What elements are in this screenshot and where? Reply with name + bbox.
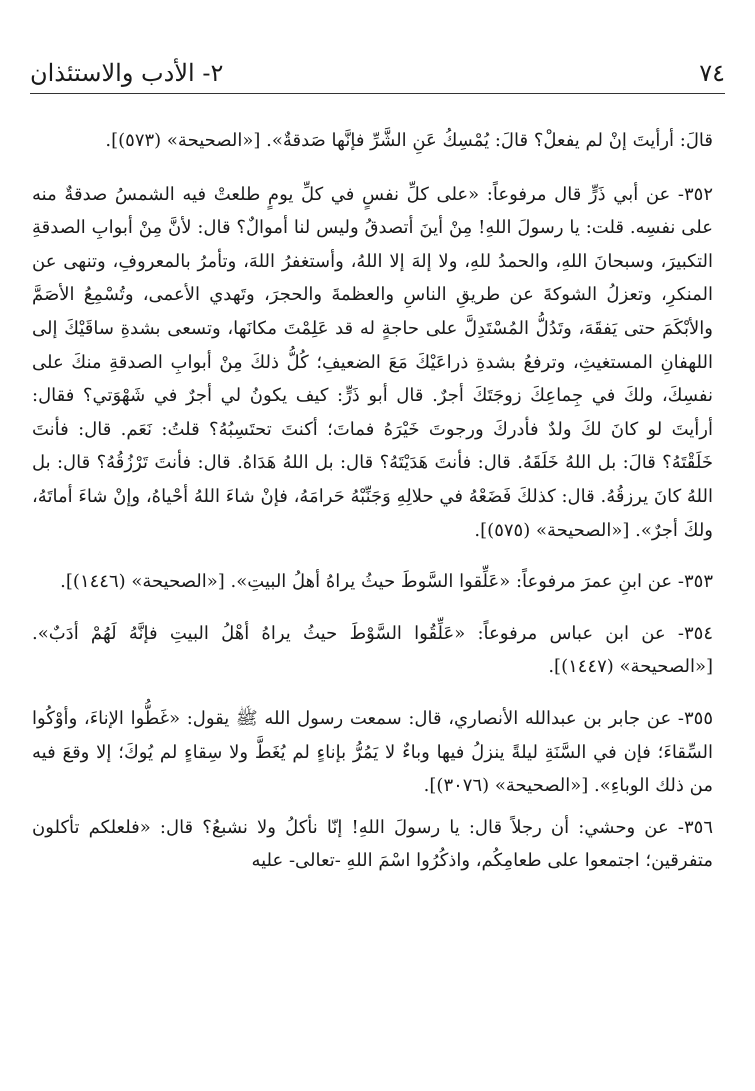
paragraph-text: عن أبي ذَرٍّ قال مرفوعاً: «على كلِّ نفسٍ في كلِّ يومٍ طلعتْ فيه الشمسُ صدقةٌ منه على نفسِه. قلت: يا رسولَ اللهِ! مِنْ أينَ أتصدقُ وليس لنا أموالٌ؟ قال: لأنَّ مِنْ أبوابِ الصدقةِ التكبيرَ، وسبحانَ اللهِ، والحمدُ للهِ، ولا إلهَ إلا اللهُ، وأستغفرُ اللهَ، وتأمرُ بالمعروفِ، وتنهى عن المنكرِ، وتعزلُ الشوكةَ عن طريقِ الناسِ والعظمةَ والحجرَ، وتَهدي الأعمى، وتُسْمِعُ الأصَمَّ والأبْكَمَ حتى يَفقَهَ، وتَدُلُّ المُسْتَدِلَّ على حاجةٍ له قد عَلِمْتَ مكانَها، وتسعى بشدةِ ساقَيْكَ إلى اللهفانِ المستغيثِ، وترفعُ بشدةِ ذراعَيْكَ مَعَ الضعيفِ؛ كُلُّ ذلكَ مِنْ أبوابِ الصدقةِ منكَ على نفسِكَ، ولكَ في جِماعِكَ زوجَتَكَ أجرٌ. قال أبو ذَرٍّ: كيف يكونُ لي أجرٌ في شَهْوَتي؟ فقال: أرأيتَ لو كانَ لكَ ولدٌ فأدركَ ورجوتَ خَيْرَهُ فماتَ؛ أكنتَ تحتَسِبُهُ؟ قلتُ: نَعَم. قال: فأنتَ خَلَقْتَهُ؟ قالَ: بل اللهُ خَلَقَهُ. قال: فأنتَ هَدَيْتَهُ؟ قال: بل اللهُ هَدَاهُ. قال: فأنتَ تَرْزُقُهُ؟ قال: بل اللهُ كانَ يرزقُهُ. قال: كذلكَ فَضَعْهُ في حلالِهِ وَجَنِّبْهُ حَرامَهُ، فإنْ شاءَ اللهُ أحْياهُ، وإنْ شاءَ أماتَهُ، ولكَ أجرٌ». [«الصحيحة» (٥٧٥)]. <box>32 183 714 541</box>
hadith-number: ٣٥٦- <box>677 816 713 838</box>
page-number: ٧٤ <box>699 59 725 87</box>
hadith-352 <box>32 178 713 548</box>
page-header <box>30 50 725 90</box>
hadith-number: ٣٥٥- <box>677 707 713 729</box>
paragraph-text: عن جابر بن عبدالله الأنصاري، قال: سمعت رسول الله ﷺ يقول: «غَطُّوا الإناءَ، وأوْكُوا السِّقاءَ؛ فإن في السَّنَةِ ليلةً ينزلُ فيها وباءٌ لا يَمُرُّ بإناءٍ لم يُغَطَّ ولا سِقاءٍ لم يُوكَ؛ إلا وقعَ فيه من ذلك الوباءِ». [«الصحيحة» (٣٠٧٦)]. <box>32 707 713 797</box>
continued-paragraph <box>32 124 713 158</box>
hadith-number: ٣٥٤- <box>677 622 713 644</box>
paragraph-text: قالَ: أرأيتَ إنْ لم يفعلْ؟ قالَ: يُمْسِكُ عَنِ الشَّرِّ فإنَّها صَدقةٌ». [«الصحيحة» (٥٧٣)]. <box>105 130 713 151</box>
hadith-353 <box>32 565 713 599</box>
paragraph-text: عن ابن عباس مرفوعاً: «عَلِّقُوا السَّوْطَ حيثُ يراهُ أهْلُ البيتِ فإنَّهُ لَهُمْ أدَبٌ». [«الصحيحة» (١٤٤٧)]. <box>32 622 713 678</box>
header-rule <box>30 93 725 94</box>
hadith-354 <box>32 617 713 684</box>
hadith-355 <box>32 702 713 803</box>
paragraph-text: عن ابنِ عمرَ مرفوعاً: «عَلِّقوا السَّوطَ حيثُ يراهُ أهلُ البيتِ». [«الصحيحة» (١٤٤٦)]. <box>60 571 673 593</box>
paragraph-text: عن وحشي: أن رجلاً قال: يا رسولَ اللهِ! إنّا نأكلُ ولا نشبعُ؟ قال: «فلعلكم تأكلون متفرقين؛ اجتمعوا على طعامِكُم، واذكُرُوا اسْمَ اللهِ -تعالى- عليه <box>32 816 713 872</box>
hadith-356 <box>32 811 713 878</box>
page-body <box>32 124 713 896</box>
chapter-title: ٢- الأدب والاستئذان <box>30 59 224 87</box>
hadith-number: ٣٥٢- <box>677 183 713 205</box>
hadith-number: ٣٥٣- <box>677 571 713 593</box>
